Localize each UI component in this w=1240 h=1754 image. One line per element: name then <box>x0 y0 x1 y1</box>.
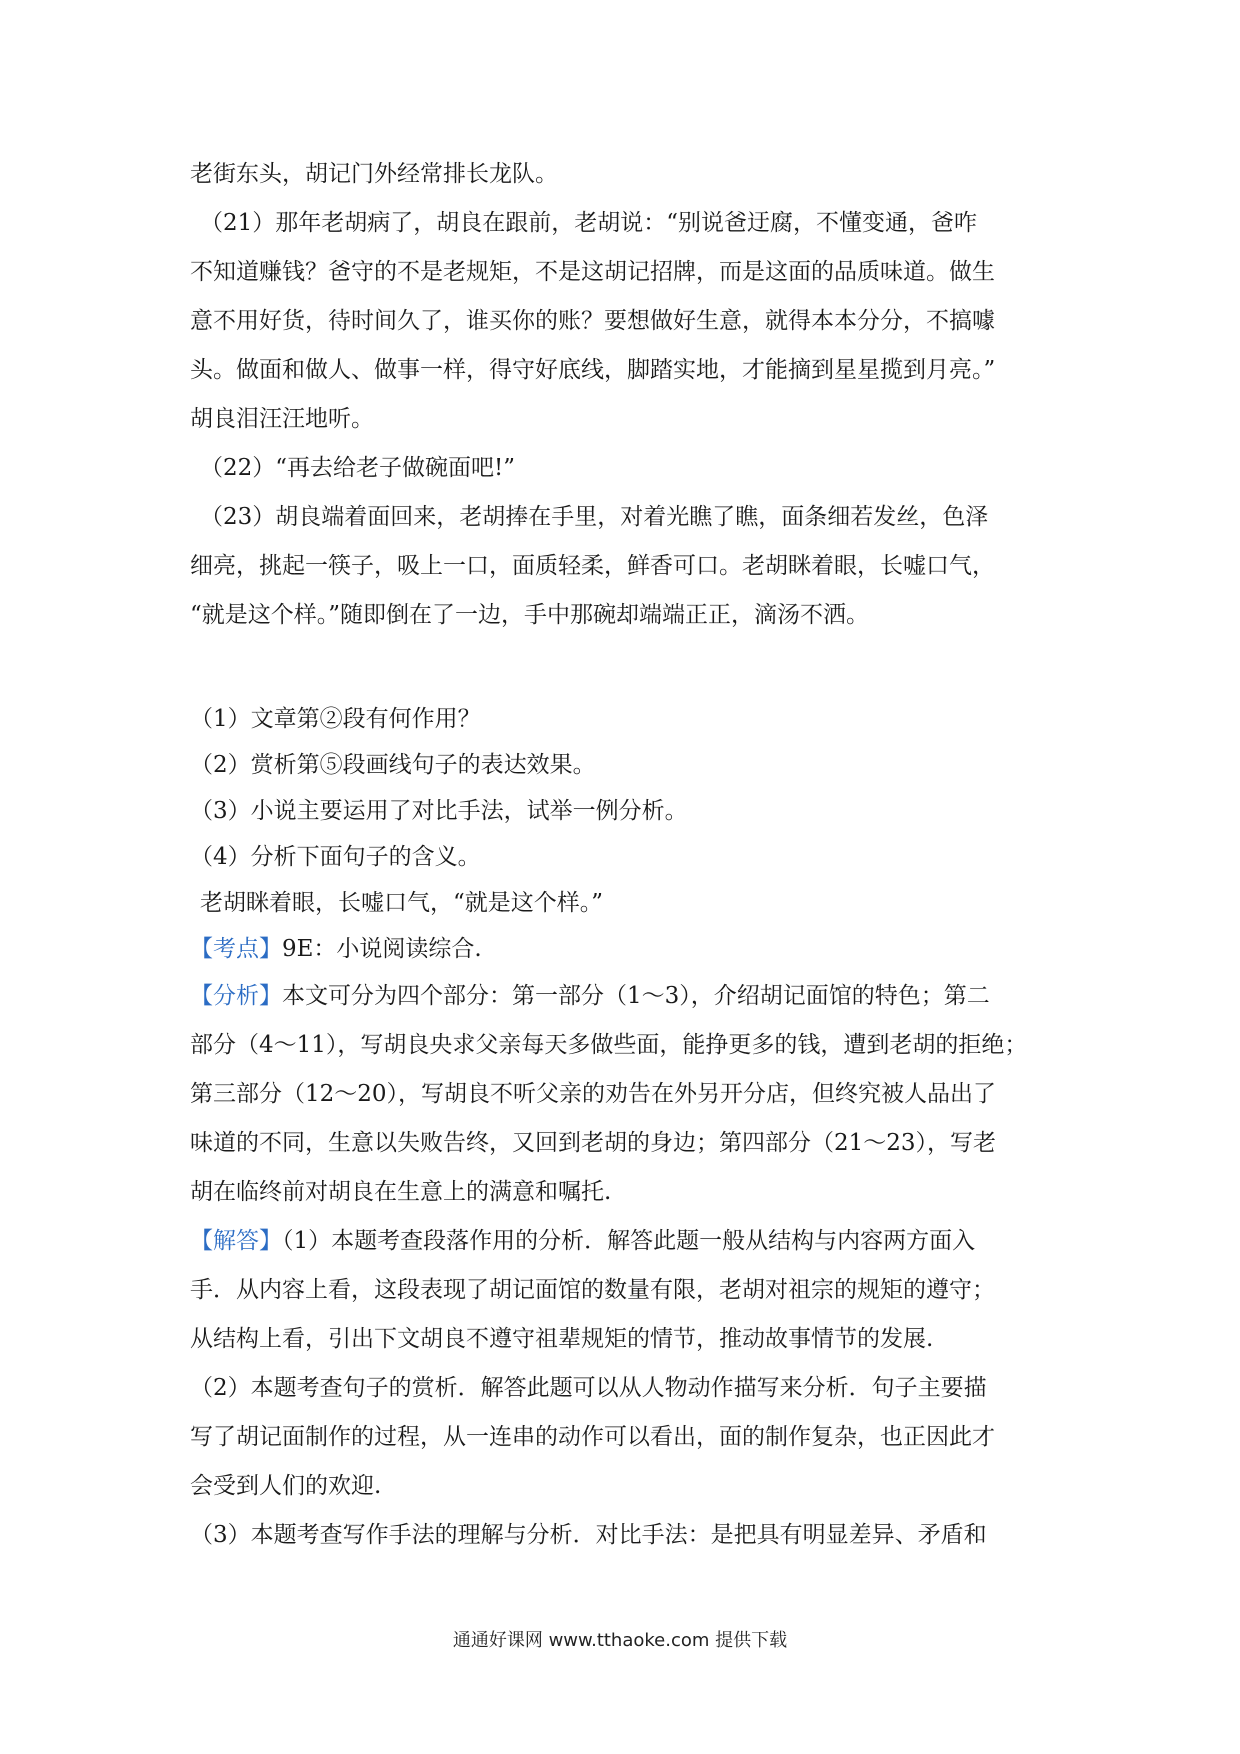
question-quote: 老胡眯着眼，长嘘口气，“就是这个样。” <box>200 890 604 916</box>
story-line: （22）“再去给老子做碗面吧!” <box>200 455 516 481</box>
kaodian-text: 9E：小说阅读综合. <box>282 936 482 962</box>
story-passage <box>190 150 1060 640</box>
jieda-line: （3）本题考查写作手法的理解与分析．对比手法：是把具有明显差异、矛盾和 <box>190 1522 987 1548</box>
fenxi-section <box>190 972 1060 1217</box>
section-gap <box>190 640 1060 696</box>
story-line: “就是这个样。”随即倒在了一边，手中那碗却端端正正，滴汤不洒。 <box>190 602 870 628</box>
jieda-line: 从结构上看，引出下文胡良不遵守祖辈规矩的情节，推动故事情节的发展. <box>190 1326 934 1352</box>
fenxi-line: 胡在临终前对胡良在生意上的满意和嘱托. <box>190 1179 612 1205</box>
question-item: （4）分析下面句子的含义。 <box>190 844 481 870</box>
jieda-first-line <box>190 1217 1060 1266</box>
page-footer: 通通好课网 www.tthaoke.com 提供下载 <box>452 1630 788 1651</box>
fenxi-text: 本文可分为四个部分：第一部分（1～3），介绍胡记面馆的特色；第二 <box>282 983 990 1009</box>
jieda-section <box>190 1217 1060 1560</box>
fenxi-tag: 【分析】 <box>190 983 282 1009</box>
jieda-line: 手．从内容上看，这段表现了胡记面馆的数量有限，老胡对祖宗的规矩的遵守； <box>190 1277 995 1303</box>
story-line: 胡良泪汪汪地听。 <box>190 406 374 432</box>
question-item: （1）文章第②段有何作用？ <box>190 706 481 732</box>
story-line: 意不用好货，待时间久了，谁买你的账？要想做好生意，就得本本分分，不搞噱 <box>190 308 995 334</box>
fenxi-line: 部分（4～11），写胡良央求父亲每天多做些面，能挣更多的钱，遭到老胡的拒绝； <box>190 1032 1028 1058</box>
jieda-line: 会受到人们的欢迎. <box>190 1473 382 1499</box>
story-line: 老街东头，胡记门外经常排长龙队。 <box>190 161 558 187</box>
fenxi-first-line <box>190 972 1060 1021</box>
story-line: （23）胡良端着面回来，老胡捧在手里，对着光瞧了瞧，面条细若发丝，色泽 <box>200 504 989 530</box>
question-item: （3）小说主要运用了对比手法，试举一例分析。 <box>190 798 688 824</box>
kaodian-section <box>190 926 1060 972</box>
fenxi-line: 味道的不同，生意以失败告终，又回到老胡的身边；第四部分（21～23），写老 <box>190 1130 997 1156</box>
story-line: 不知道赚钱？爸守的不是老规矩，不是这胡记招牌，而是这面的品质味道。做生 <box>190 259 995 285</box>
jieda-line: （2）本题考查句子的赏析．解答此题可以从人物动作描写来分析．句子主要描 <box>190 1375 987 1401</box>
story-line: 细亮，挑起一筷子，吸上一口，面质轻柔，鲜香可口。老胡眯着眼，长嘘口气， <box>190 553 995 579</box>
kaodian-tag: 【考点】 <box>190 936 282 962</box>
jieda-line: 写了胡记面制作的过程，从一连串的动作可以看出，面的制作复杂，也正因此才 <box>190 1424 995 1450</box>
story-line: （21）那年老胡病了，胡良在跟前，老胡说：“别说爸迂腐，不懂变通，爸咋 <box>200 210 978 236</box>
story-line: 头。做面和做人、做事一样，得守好底线，脚踏实地，才能摘到星星揽到月亮。” <box>190 357 996 383</box>
jieda-text: （1）本题考查段落作用的分析．解答此题一般从结构与内容两方面入 <box>282 1228 976 1254</box>
fenxi-line: 第三部分（12～20），写胡良不听父亲的劝告在外另开分店，但终究被人品出了 <box>190 1081 997 1107</box>
page-content <box>190 150 1060 1560</box>
jieda-tag: 【解答】 <box>190 1228 282 1254</box>
question-list <box>190 696 1060 926</box>
question-item: （2）赏析第⑤段画线句子的表达效果。 <box>190 752 596 778</box>
